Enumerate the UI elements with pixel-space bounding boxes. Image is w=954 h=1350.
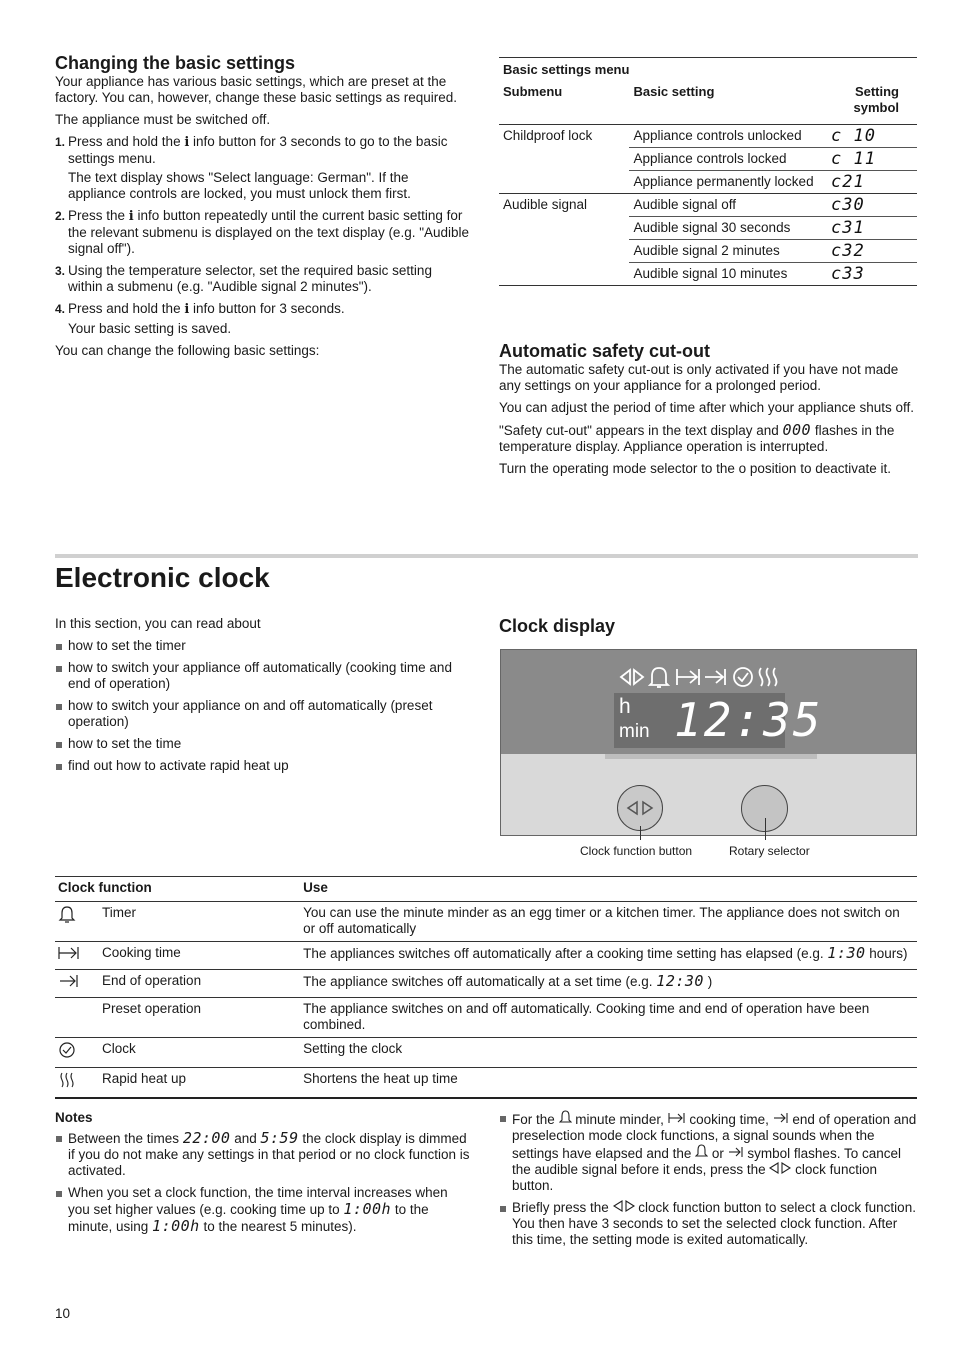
info-button-icon: i (184, 135, 190, 150)
basic-settings-table (499, 57, 917, 286)
table-row: Childproof lock Appliance controls unlocked c 10 (499, 125, 917, 148)
bell-icon (58, 905, 76, 923)
header-clock-function: Clock function (55, 877, 300, 902)
clock-function-table (55, 876, 917, 1099)
table-row: End of operation The appliance switches off automatically at a set time (e.g. 12:30 ) (55, 970, 917, 998)
setting-symbol: c 10 (831, 126, 876, 146)
header-basic-setting: Basic setting (633, 84, 715, 99)
rapid-heat-icon (760, 668, 777, 686)
setting-symbol: c31 (831, 218, 865, 238)
function-selector-icon (626, 799, 654, 817)
cooking-time-icon (58, 945, 80, 961)
table-row: Appliance controls locked c 11 (499, 148, 917, 171)
step-item: 1. Press and hold the i info button for 3 seconds to go to the basic settings menu. The text display shows "Select language: German". If the appliance controls are locked, you must unlock them first. (55, 134, 470, 202)
table-row: Clock Setting the clock (55, 1038, 917, 1068)
basic-settings-outro: You can change the following basic settings: (55, 343, 320, 358)
table-row: Rapid heat up Shortens the heat up time (55, 1068, 917, 1099)
rapid-heat-icon (58, 1071, 76, 1089)
table-caption: Basic settings menu (503, 62, 630, 77)
clock-function-icons (619, 664, 783, 690)
unit-hours-label: h (619, 695, 631, 718)
cooking-time-icon (677, 669, 699, 685)
setting-symbol: c 11 (831, 149, 876, 169)
list-item: how to set the time (55, 736, 470, 752)
header-submenu: Submenu (503, 84, 563, 99)
info-button-icon: i (184, 302, 190, 317)
notes-title: Notes (55, 1110, 93, 1125)
digital-time-display (614, 693, 823, 748)
list-item: how to switch your appliance off automatically (cooking time and end of operation) (55, 660, 470, 692)
section-title-clock-display: Clock display (499, 616, 616, 636)
end-of-operation-icon (728, 1146, 744, 1158)
table-row: Audible signal 10 minutes c33 (499, 263, 917, 286)
clock-icon (58, 1041, 76, 1059)
section-title-basic-settings: Changing the basic settings (55, 53, 296, 73)
clock-function-button-label: Clock function button (580, 844, 693, 858)
list-item: Briefly press the clock function button to select a clock function. You then have 3 seconds to set the selected clock function. After this time, the setting mode is exited automatically. (499, 1200, 917, 1248)
topic-list (55, 638, 470, 774)
step-result: Your basic setting is saved. (68, 321, 232, 336)
table-row: Cooking time The appliances switches off automatically after a cooking time setting has elapsed (e.g. 1:30 hours) (55, 942, 917, 970)
clock-icon (734, 668, 752, 686)
segment-display-value: 12:30 (656, 972, 704, 990)
table-row: Audible signal 30 seconds c31 (499, 217, 917, 240)
page-number: 10 (55, 1306, 71, 1321)
submenu-cell: Audible signal (499, 194, 629, 286)
segment-display-value: 1:30 (827, 944, 866, 962)
step-item: 3. Using the temperature selector, set the required basic setting within a submenu (e.g. "Audible signal 2 minutes"). (55, 263, 432, 294)
basic-settings-precondition: The appliance must be switched off. (55, 112, 271, 127)
info-button-icon: i (128, 209, 134, 224)
bell-icon (650, 668, 668, 687)
table-row: Preset operation The appliance switches on and off automatically. Cooking time and end of operation have been combined. (55, 998, 917, 1038)
header-setting-symbol: Setting symbol (853, 84, 899, 115)
setting-symbol: c33 (831, 264, 865, 284)
list-item: how to switch your appliance on and off automatically (preset operation) (55, 698, 470, 730)
list-item: When you set a clock function, the time interval increases when you set higher values (e.g. cooking time up to 1:00h to the minute, using 1:00h to the nearest 5 minutes). (55, 1185, 470, 1235)
end-of-operation-icon (705, 669, 725, 685)
notes-right (499, 1110, 917, 1254)
basic-settings-section (55, 52, 470, 365)
basic-settings-intro: Your appliance has various basic settings, which are preset at the factory. You can, however, change these basic settings as required. (55, 74, 458, 105)
electronic-clock-intro: In this section, you can read about how to set the timer how to switch your appliance off automatically (cooking time and end of operation) how to switch your appliance on and off automatically (preset operation) how to set the time find out how to activate rapid heat up (55, 616, 470, 780)
basic-settings-table-wrap (499, 57, 918, 286)
function-selector-icon (769, 1162, 791, 1174)
setting-symbol: c30 (831, 195, 865, 215)
function-selector-icon (621, 670, 643, 684)
section-title-safety-cutout: Automatic safety cut-out (499, 341, 711, 361)
table-row: Timer You can use the minute minder as an egg timer or a kitchen timer. The appliance does not switch on or off automatically (55, 902, 917, 942)
time-readout: 12:35 (674, 693, 823, 747)
list-item: For the minute minder, cooking time, end of operation and preselection mode clock functions, a signal sounds when the settings have elapsed and the or symbol flashes. To cancel the audible signal before it ends, press the clock function button. (499, 1110, 917, 1194)
table-row: Appliance permanently locked c21 (499, 171, 917, 194)
header-use: Use (300, 877, 917, 902)
list-item: find out how to activate rapid heat up (55, 758, 470, 774)
section-title-electronic-clock: Electronic clock (55, 562, 270, 593)
section-divider (55, 554, 918, 558)
end-of-operation-icon (773, 1112, 789, 1124)
list-item: Between the times 22:00 and 5:59 the clock display is dimmed if you do not make any settings in that period or no clock function is activated. (55, 1130, 470, 1179)
rotary-selector-label: Rotary selector (729, 844, 810, 858)
safety-cutout-section: Automatic safety cut-out The automatic safety cut-out is only activated if you have not made any settings on your appliance for a prolonged period. You can adjust the period of time after which your appliance shuts off. "Safety cut-out" appears in the text display and 000 flashes in the temperature display. Appliance operation is interrupted. Turn the operating mode selector to the o position to deactivate it. (499, 340, 917, 483)
end-of-operation-icon (58, 973, 80, 989)
bell-icon (559, 1110, 572, 1124)
unit-minutes-label: min (619, 721, 650, 742)
step-item: 2. Press the i info button repeatedly until the current basic setting for the relevant submenu is displayed on the text display (e.g. "Audible signal off"). (55, 208, 470, 256)
list-item: how to set the timer (55, 638, 470, 654)
submenu-cell: Childproof lock (499, 125, 629, 194)
clock-display-illustration (500, 649, 917, 836)
off-position-icon: o (738, 461, 747, 476)
cooking-time-icon (668, 1112, 686, 1124)
bell-icon (695, 1144, 708, 1158)
segment-display-value: 000 (782, 421, 812, 439)
notes-left (55, 1110, 470, 1241)
clock-function-button[interactable] (617, 785, 663, 831)
function-selector-icon (613, 1200, 635, 1212)
setting-symbol: c21 (831, 172, 865, 192)
basic-settings-steps (55, 134, 470, 337)
step-result: The text display shows "Select language: German". If the appliance controls are locked, you must unlock them first. (68, 170, 411, 201)
table-row: Audible signal Audible signal off c30 (499, 194, 917, 217)
clock-function-table-wrap (55, 876, 918, 1099)
table-row: Audible signal 2 minutes c32 (499, 240, 917, 263)
step-item: 4. Press and hold the i info button for 3 seconds. Your basic setting is saved. (55, 301, 470, 337)
setting-symbol: c32 (831, 241, 865, 261)
